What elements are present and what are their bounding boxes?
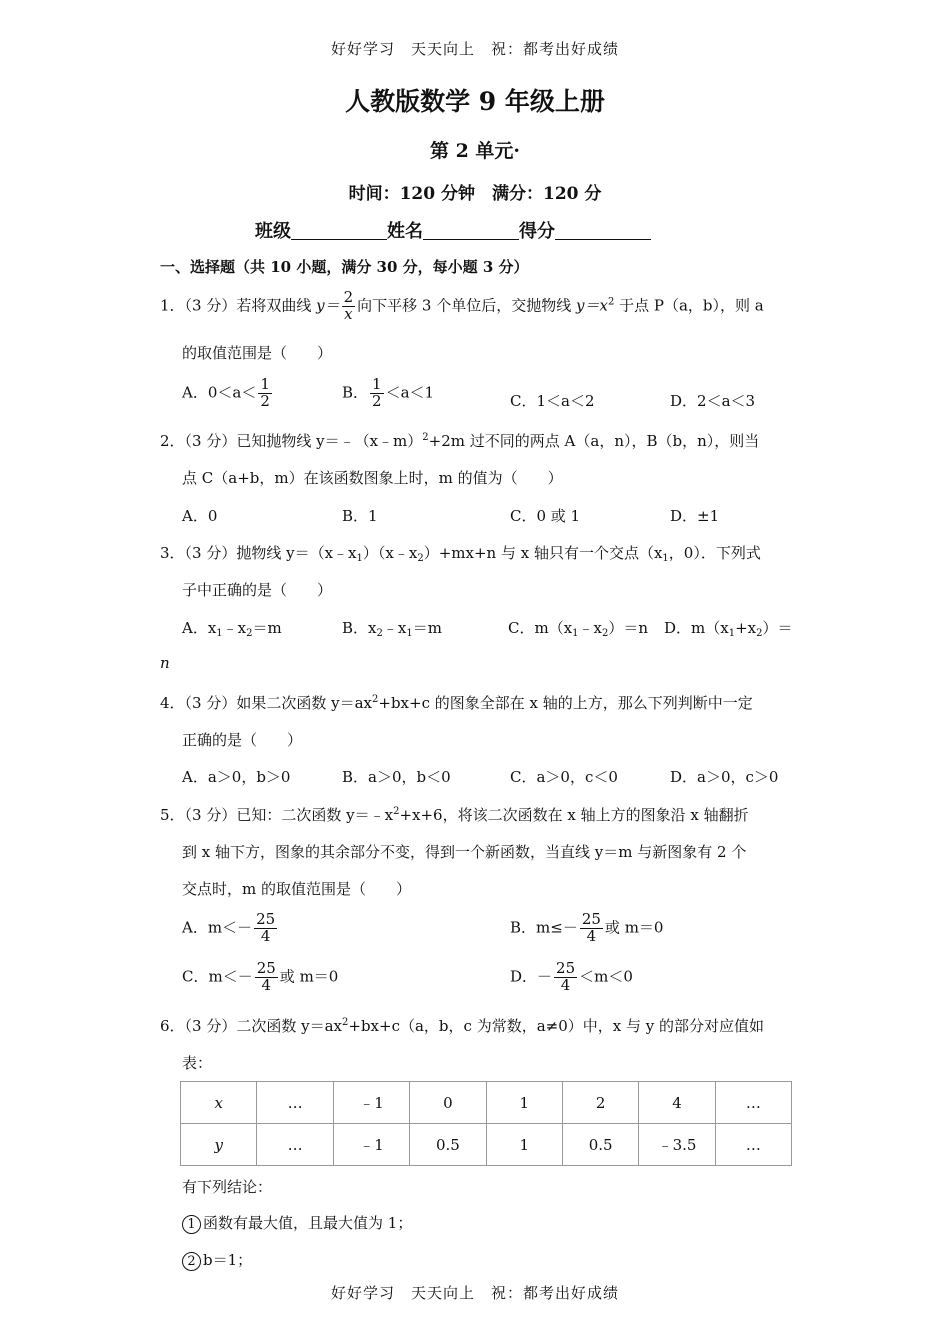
- q3-text-d: ，0）．下列式: [668, 544, 761, 562]
- question-2-line-1: [160, 430, 759, 451]
- q3-opt-d-1: D．m（x: [664, 619, 729, 637]
- q6-sup: 2: [342, 1017, 349, 1028]
- q1-frac-den: x: [344, 304, 353, 323]
- q3-option-a[interactable]: [182, 617, 282, 638]
- q5-opt-b-num: 25: [581, 910, 601, 928]
- q5-opt-d-post: ＜m＜0: [579, 967, 633, 986]
- table-cell: y: [181, 1124, 257, 1166]
- question-5-line-3: 交点时，m 的取值范围是（ ）: [182, 880, 411, 898]
- table-cell: …: [257, 1082, 333, 1124]
- q3-opt-d-3: ）＝: [762, 619, 793, 637]
- page-header: 好好学习 天天向上 祝：都考出好成绩: [330, 40, 619, 58]
- q4-option-b[interactable]: B．a＞0，b＜0: [342, 768, 451, 786]
- q5-opt-d-num: 25: [556, 959, 576, 977]
- q5-text-a: 5．（3 分）已知：二次函数 y＝﹣x: [160, 806, 394, 824]
- question-6-line-1: [160, 1015, 764, 1036]
- value-table: [180, 1081, 792, 1166]
- q4-text-b: +bx+c 的图象全部在 x 轴的上方，那么下列判断中一定: [378, 694, 753, 712]
- q5-opt-d-den: 4: [560, 975, 571, 994]
- table-cell: x: [181, 1082, 257, 1124]
- q5-opt-d-frac: [554, 961, 577, 994]
- table-cell: 2: [562, 1082, 638, 1124]
- q3-opt-c-2: ﹣x: [578, 619, 603, 637]
- q3-option-d-wrap: n: [160, 654, 170, 672]
- table-cell: ﹣3.5: [639, 1124, 715, 1166]
- q3-opt-b-2: ﹣x: [382, 619, 407, 637]
- score-label: 得分: [519, 221, 555, 242]
- q2-text-b: +2m 过不同的两点 A（a，n），B（b，n），则当: [428, 432, 760, 450]
- q3-sub-2: 2: [417, 553, 424, 564]
- table-cell: ﹣1: [333, 1082, 409, 1124]
- q3-opt-b-sub2: 1: [406, 628, 413, 639]
- table-cell: …: [715, 1124, 791, 1166]
- q5-opt-c-num: 25: [256, 959, 276, 977]
- q3-option-c[interactable]: [508, 617, 648, 638]
- q1-opt-b-den: 2: [372, 391, 382, 410]
- q3-opt-d-sub2: 2: [756, 628, 763, 639]
- conclusion-2: [182, 1249, 252, 1271]
- q1-frac-num: 2: [343, 288, 354, 306]
- q5-sup: 2: [393, 806, 400, 817]
- q5-opt-a-den: 4: [260, 926, 271, 945]
- q2-sup: 2: [422, 432, 429, 443]
- conclusion-intro: 有下列结论：: [182, 1178, 273, 1196]
- q3-text-b: ）（x﹣x: [362, 544, 418, 562]
- table-cell: 4: [639, 1082, 715, 1124]
- q3-opt-d-2: +x: [735, 619, 757, 637]
- q2-option-d[interactable]: D．±1: [670, 507, 720, 525]
- q3-text-c: ）+mx+n 与 x 轴只有一个交点（x: [423, 544, 663, 562]
- score-blank[interactable]: [555, 221, 651, 240]
- q5-opt-c-post: 或 m＝0: [279, 967, 339, 986]
- question-1-line-2: 的取值范围是（ ）: [182, 344, 333, 362]
- table-cell: 0: [410, 1082, 486, 1124]
- q1-option-c[interactable]: C．1＜a＜2: [510, 392, 595, 410]
- q5-option-b[interactable]: [510, 912, 663, 945]
- q3-opt-c-1: C．m（x: [508, 619, 573, 637]
- q3-opt-c-sub2: 2: [602, 628, 609, 639]
- q3-opt-c-sub1: 1: [572, 628, 579, 639]
- q1-option-d[interactable]: D．2＜a＜3: [670, 392, 756, 410]
- q3-opt-a-2: ﹣x: [222, 619, 247, 637]
- page-footer: 好好学习 天天向上 祝：都考出好成绩: [330, 1284, 619, 1302]
- q6-text-a: 6．（3 分）二次函数 y＝ax: [160, 1017, 343, 1035]
- student-info-row: [255, 217, 651, 243]
- q1-opt-b-frac: [370, 377, 384, 410]
- q1-opt-b-num: 1: [372, 375, 382, 393]
- q1-opt-a-frac: [258, 377, 272, 410]
- q5-option-a[interactable]: [182, 912, 279, 945]
- q1-fraction: [342, 290, 356, 323]
- q4-text-a: 4．（3 分）如果二次函数 y＝ax: [160, 694, 373, 712]
- q3-option-b[interactable]: [342, 617, 442, 638]
- q5-opt-b-text: B．m≤－: [510, 918, 578, 937]
- table-cell: …: [715, 1082, 791, 1124]
- q3-opt-c-3: ）＝n: [608, 619, 649, 637]
- q4-sup: 2: [372, 694, 379, 705]
- q5-opt-d-text: D．－: [510, 967, 553, 986]
- circled-number-icon: 2: [182, 1252, 201, 1271]
- q2-text-a: 2．（3 分）已知抛物线 y＝﹣（x﹣m）: [160, 432, 423, 450]
- q5-opt-a-text: A．m＜－: [182, 918, 253, 937]
- q1-opt-a-num: 1: [260, 375, 270, 393]
- table-cell: 0.5: [410, 1124, 486, 1166]
- q3-opt-a-3: ＝m: [252, 619, 282, 637]
- question-4-line-1: [160, 692, 753, 713]
- q5-opt-b-post: 或 m＝0: [604, 918, 664, 937]
- q1-opt-a-text: A．0＜a＜: [182, 383, 257, 402]
- q5-opt-b-den: 4: [586, 926, 597, 945]
- q5-option-c[interactable]: [182, 961, 338, 994]
- q6-text-b: +bx+c（a，b，c 为常数，a≠0）中，x 与 y 的部分对应值如: [348, 1017, 764, 1035]
- q3-opt-a-sub2: 2: [246, 628, 253, 639]
- table-row-x: [181, 1082, 792, 1124]
- section-heading: 一、选择题（共 10 小题，满分 30 分，每小题 3 分）: [160, 258, 529, 276]
- q1-opt-b-label: B．: [342, 383, 369, 402]
- q1-opt-a-den: 2: [260, 391, 270, 410]
- q2-option-b[interactable]: B．1: [342, 507, 378, 525]
- question-3-line-1: [160, 542, 761, 563]
- question-5-line-1: [160, 804, 749, 825]
- q5-opt-b-frac: [580, 912, 603, 945]
- q3-text-a: 3．（3 分）抛物线 y＝（x﹣x: [160, 544, 357, 562]
- q1-y-eq: y＝: [316, 296, 340, 315]
- conclusion-1-text: 函数有最大值，且最大值为 1；: [203, 1214, 413, 1232]
- question-1-line-1: [160, 290, 764, 323]
- question-5-line-2: 到 x 轴下方，图象的其余部分不变，得到一个新函数，当直线 y＝m 与新图象有 2 个: [182, 843, 747, 861]
- table-cell: 0.5: [562, 1124, 638, 1166]
- conclusion-1: [182, 1212, 412, 1234]
- q5-opt-c-text: C．m＜－: [182, 967, 253, 986]
- q1-sup: 2: [607, 296, 615, 308]
- q2-option-a[interactable]: A．0: [182, 507, 218, 525]
- q3-opt-d-sub1: 1: [728, 628, 736, 639]
- q5-opt-c-frac: [255, 961, 278, 994]
- time-info: 时间：120 分钟 满分：120 分: [348, 184, 602, 204]
- q5-opt-a-num: 25: [256, 910, 276, 928]
- page-title: 人教版数学 9 年级上册: [345, 87, 605, 116]
- unit-subtitle: 第 2 单元·: [429, 140, 521, 162]
- q1-option-b[interactable]: [342, 377, 434, 410]
- q3-opt-b-1: B．x: [342, 619, 377, 637]
- question-4-line-2: 正确的是（ ）: [182, 731, 303, 749]
- question-2-line-2: 点 C（a+b，m）在该函数图象上时，m 的值为（ ）: [182, 469, 563, 487]
- q3-option-d[interactable]: [664, 617, 793, 638]
- q5-text-b: +x+6，将该二次函数在 x 轴上方的图象沿 x 轴翻折: [399, 806, 749, 824]
- q3-opt-a-sub1: 1: [216, 628, 223, 639]
- question-6-line-2: 表：: [182, 1054, 213, 1072]
- q3-opt-b-3: ＝m: [412, 619, 442, 637]
- question-3-line-2: 子中正确的是（ ）: [182, 581, 333, 599]
- q1-part4: 于点 P（a，b），则 a: [614, 296, 764, 315]
- q4-option-a[interactable]: A．a＞0，b＞0: [182, 768, 291, 786]
- table-cell: 1: [486, 1124, 562, 1166]
- table-cell: 1: [486, 1082, 562, 1124]
- name-blank[interactable]: [423, 221, 519, 240]
- q3-sub-1: 1: [356, 553, 363, 564]
- q1-number: 1．（3 分）若将双曲线: [160, 296, 317, 315]
- circled-number-icon: 1: [182, 1215, 201, 1234]
- q4-option-c[interactable]: C．a＞0，c＜0: [510, 768, 618, 786]
- q5-opt-a-frac: [254, 912, 277, 945]
- q5-opt-c-den: 4: [261, 975, 272, 994]
- table-cell: ﹣1: [333, 1124, 409, 1166]
- class-label: 班级: [255, 221, 291, 242]
- q1-part2: 向下平移 3 个单位后，交抛物线: [357, 296, 577, 315]
- q4-option-d[interactable]: D．a＞0，c＞0: [670, 768, 779, 786]
- class-blank[interactable]: [291, 221, 387, 240]
- q2-option-c[interactable]: C．0 或 1: [510, 507, 581, 525]
- table-row-y: [181, 1124, 792, 1166]
- name-label: 姓名: [387, 221, 423, 242]
- table-cell: …: [257, 1124, 333, 1166]
- q5-option-d[interactable]: [510, 961, 633, 994]
- conclusion-2-text: b＝1；: [203, 1251, 253, 1269]
- q3-sub-3: 1: [662, 553, 669, 564]
- q1-opt-b-text: ＜a＜1: [385, 383, 435, 402]
- q1-part3: y＝x: [576, 296, 608, 315]
- q3-opt-a-1: A．x: [182, 619, 217, 637]
- q3-opt-b-sub1: 2: [376, 628, 383, 639]
- q1-option-a[interactable]: [182, 377, 274, 410]
